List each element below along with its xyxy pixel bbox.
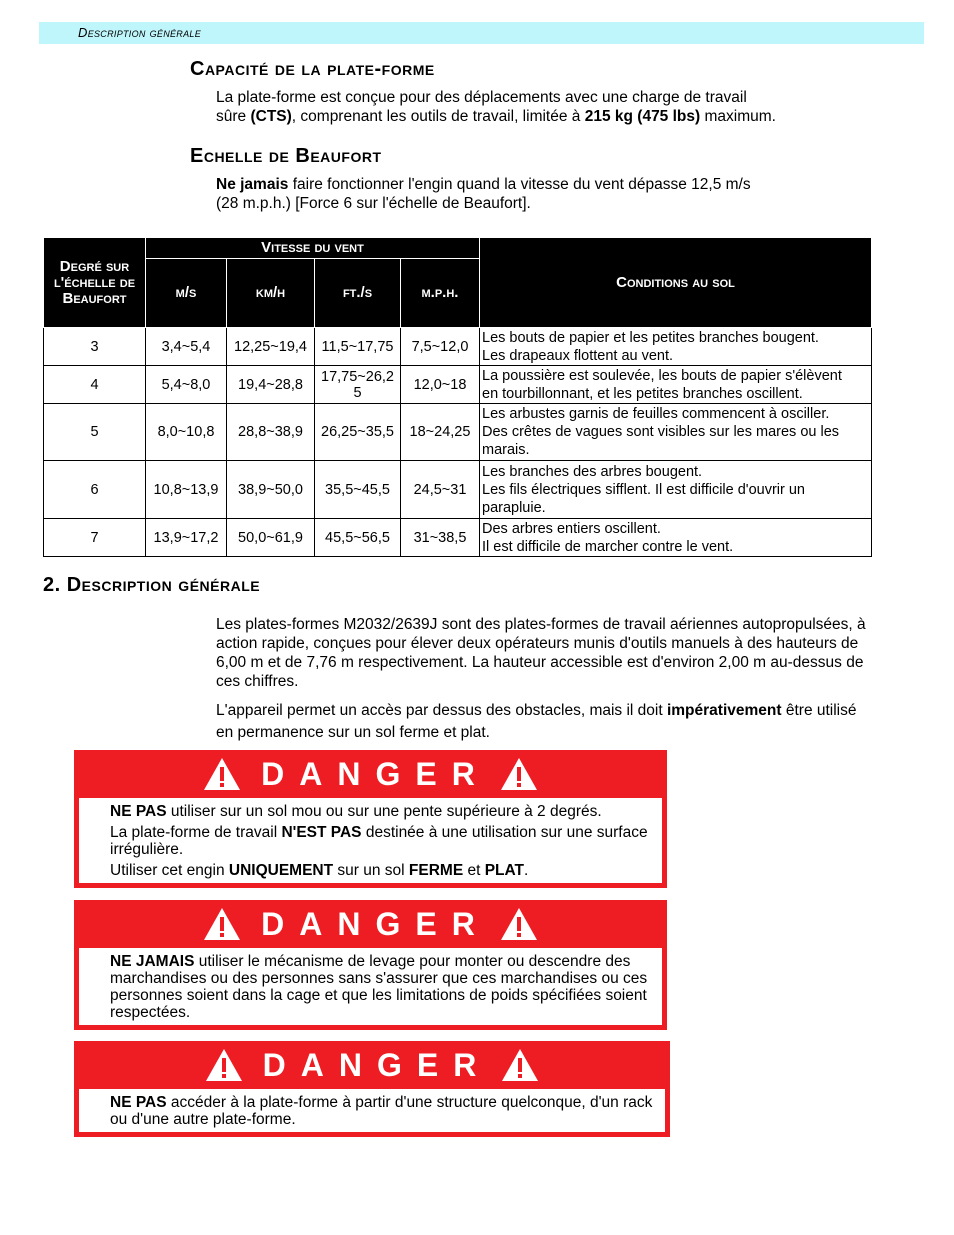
col-header-degree: Degré sur l'échelle de Beaufort bbox=[44, 238, 146, 328]
danger-body: NE JAMAIS utiliser le mécanisme de levage pour monter ou descendre des marchandises ou des personnes sans s'assurer que ces marchandises ou ces personnes soient dans la cage et que les limitations de poids spécifiées soient respectées. bbox=[79, 948, 662, 1025]
table-row bbox=[44, 328, 872, 366]
danger-box-2 bbox=[74, 900, 667, 1030]
warning-triangle-icon bbox=[203, 907, 241, 941]
warning-triangle-icon bbox=[205, 1048, 243, 1082]
danger-box-1 bbox=[74, 750, 667, 888]
cell-kmh: 38,9~50,0 bbox=[227, 461, 315, 519]
capacite-text bbox=[216, 88, 856, 126]
cell-mph: 7,5~12,0 bbox=[401, 328, 480, 366]
danger-body: NE PAS utiliser sur un sol mou ou sur une pente supérieure à 2 degrés. La plate-forme de travail N'EST PAS destinée à une utilisation sur une surface irrégulière. Utiliser cet engin UNIQUEMENT sur un sol FERME et PLAT. bbox=[79, 798, 662, 883]
warning-triangle-icon bbox=[203, 757, 241, 791]
col-header-fts: ft./s bbox=[315, 259, 401, 328]
cell-fts: 26,25~35,5 bbox=[315, 404, 401, 461]
cell-kmh: 28,8~38,9 bbox=[227, 404, 315, 461]
col-header-conditions: Conditions au sol bbox=[480, 238, 872, 328]
cell-conditions: Les arbustes garnis de feuilles commencent à osciller. Des crêtes de vagues sont visibles sur les mares ou les marais. bbox=[480, 404, 872, 461]
warning-triangle-icon bbox=[500, 907, 538, 941]
heading-beaufort: Echelle de Beaufort bbox=[190, 145, 382, 167]
section2-para1: Les plates-formes M2032/2639J sont des plates-formes de travail aériennes autopropulsées, à action rapide, conçues pour élever deux opérateurs munis d'outils manuels à des hauteurs de 6,00 m et de 7,76 m respectivement. La hauteur accessible est d'environ 2,00 m au-dessus de ces chiffres. bbox=[216, 616, 866, 690]
cell-conditions: La poussière est soulevée, les bouts de papier s'élèvent en tourbillonnant, et les petites branches oscillent. bbox=[480, 366, 872, 404]
cell-degree: 6 bbox=[44, 461, 146, 519]
cell-ms: 13,9~17,2 bbox=[146, 519, 227, 557]
table-row bbox=[44, 519, 872, 557]
table-row bbox=[44, 366, 872, 404]
danger-title bbox=[74, 750, 667, 798]
danger-word: DANGER bbox=[261, 755, 490, 792]
cell-degree: 5 bbox=[44, 404, 146, 461]
col-header-kmh: km/h bbox=[227, 259, 315, 328]
cell-degree: 4 bbox=[44, 366, 146, 404]
cell-mph: 18~24,25 bbox=[401, 404, 480, 461]
cell-fts: 17,75~26,25 bbox=[315, 366, 401, 404]
capacite-line1: La plate-forme est conçue pour des déplacements avec une charge de travail bbox=[216, 89, 747, 106]
beaufort-line2: (28 m.p.h.) [Force 6 sur l'échelle de Beaufort]. bbox=[216, 195, 531, 212]
cell-kmh: 12,25~19,4 bbox=[227, 328, 315, 366]
danger-word: DANGER bbox=[262, 1046, 492, 1083]
page-header-title: Description générale bbox=[78, 25, 202, 40]
cell-degree: 3 bbox=[44, 328, 146, 366]
cell-mph: 24,5~31 bbox=[401, 461, 480, 519]
danger-title bbox=[74, 1041, 670, 1089]
col-header-mph: m.p.h. bbox=[401, 259, 480, 328]
cell-conditions: Les branches des arbres bougent. Les fils électriques sifflent. Il est difficile d'ouvrir un parapluie. bbox=[480, 461, 872, 519]
cell-fts: 45,5~56,5 bbox=[315, 519, 401, 557]
cell-kmh: 50,0~61,9 bbox=[227, 519, 315, 557]
warning-triangle-icon bbox=[501, 1048, 539, 1082]
beaufort-line1: Ne jamais faire fonctionner l'engin quand la vitesse du vent dépasse 12,5 m/s bbox=[216, 176, 751, 193]
cell-ms: 5,4~8,0 bbox=[146, 366, 227, 404]
beaufort-text bbox=[216, 175, 856, 213]
cell-kmh: 19,4~28,8 bbox=[227, 366, 315, 404]
cell-conditions: Des arbres entiers oscillent. Il est difficile de marcher contre le vent. bbox=[480, 519, 872, 557]
cell-degree: 7 bbox=[44, 519, 146, 557]
cell-mph: 12,0~18 bbox=[401, 366, 480, 404]
capacite-line2: sûre (CTS), comprenant les outils de travail, limitée à 215 kg (475 lbs) maximum. bbox=[216, 108, 776, 125]
warning-triangle-icon bbox=[500, 757, 538, 791]
danger-body: NE PAS accéder à la plate-forme à partir d'une structure quelconque, d'un rack ou d'une autre plate-forme. bbox=[79, 1089, 665, 1132]
heading-section2: 2. Description générale bbox=[43, 574, 261, 596]
cell-ms: 10,8~13,9 bbox=[146, 461, 227, 519]
danger-box-3 bbox=[74, 1041, 670, 1137]
cell-fts: 11,5~17,75 bbox=[315, 328, 401, 366]
section2-para2: L'appareil permet un accès par dessus des obstacles, mais il doit impérativement être utilisé en permanence sur un sol ferme et plat. bbox=[216, 702, 857, 741]
col-header-ms: m/s bbox=[146, 259, 227, 328]
col-header-wind: Vitesse du vent bbox=[146, 238, 480, 259]
cell-fts: 35,5~45,5 bbox=[315, 461, 401, 519]
heading-capacite: Capacité de la plate-forme bbox=[190, 58, 435, 80]
table-row bbox=[44, 404, 872, 461]
cell-mph: 31~38,5 bbox=[401, 519, 480, 557]
beaufort-table bbox=[43, 237, 872, 557]
cell-ms: 3,4~5,4 bbox=[146, 328, 227, 366]
cell-conditions: Les bouts de papier et les petites branches bougent. Les drapeaux flottent au vent. bbox=[480, 328, 872, 366]
danger-word: DANGER bbox=[261, 905, 490, 942]
danger-title bbox=[74, 900, 667, 948]
table-row bbox=[44, 461, 872, 519]
cell-ms: 8,0~10,8 bbox=[146, 404, 227, 461]
